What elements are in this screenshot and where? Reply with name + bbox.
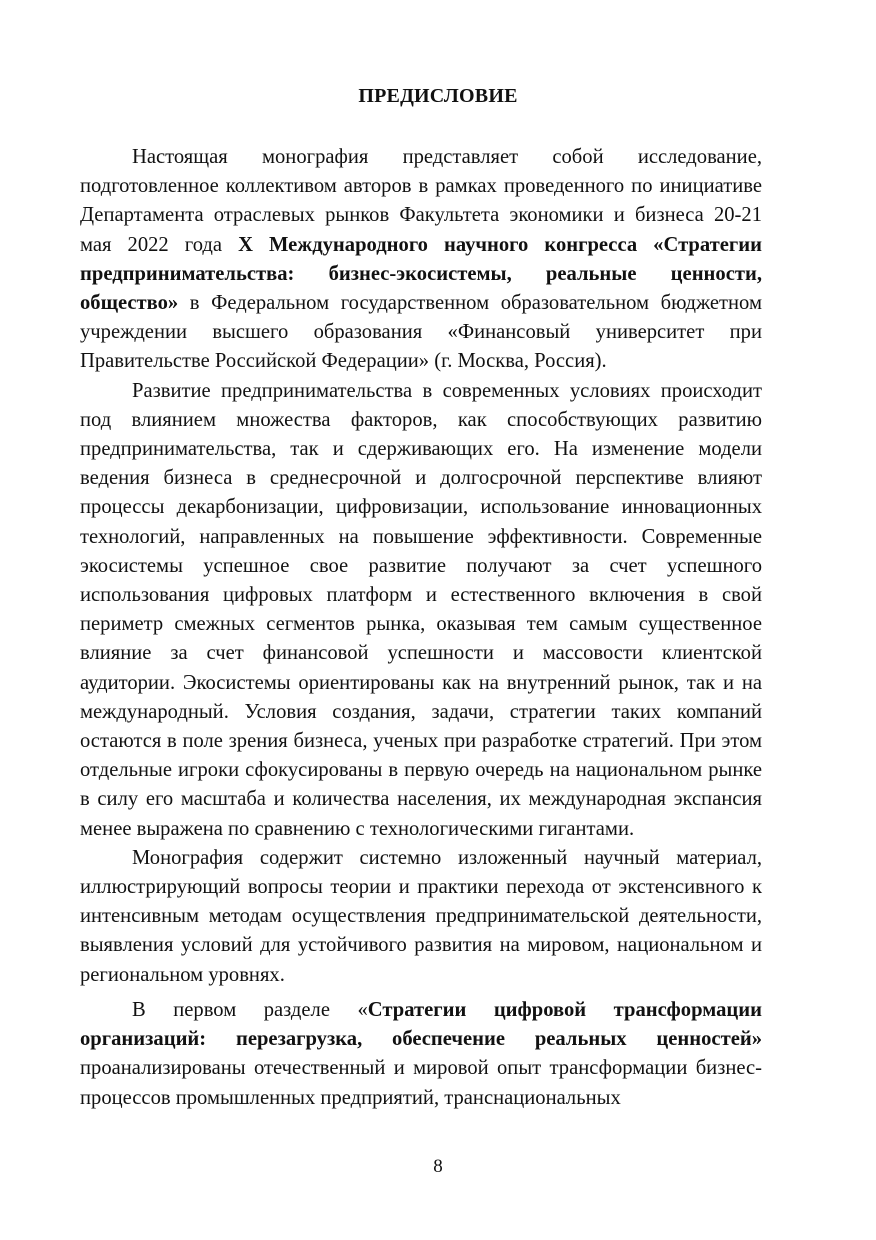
page-title: ПРЕДИСЛОВИЕ [358,85,518,107]
paragraph-4-text-a: В первом разделе « [132,998,368,1021]
paragraph-1-bold: X Международного научного конгресса «Стратегии предпринимательства: бизнес-экосистемы, реальные ценности, общество» [80,233,762,315]
paragraph-4-bold: Стратегии цифровой трансформации организаций: перезагрузка, обеспечение реальных ценностей» [80,998,762,1051]
paragraph-1-text-a: Настоящая монография представляет собой исследование, подготовленное коллективом авторов в рамках проведенного по инициативе Департамента отраслевых рынков Факультета экономики и бизнеса 20-21 мая 2022 года [80,146,762,256]
paragraph-1 [80,143,762,377]
body-text [80,143,762,1113]
paragraph-3: Монография содержит системно изложенный научный материал, иллюстрирующий вопросы теории и практики перехода от экстенсивного к интенсивным методам осуществления предпринимательской деятельности, выявления условий для устойчивого развития на мировом, национальном и региональном уровнях. [80,846,762,986]
page-number: 8 [433,1156,443,1177]
paragraph-2: Развитие предпринимательства в современных условиях происходит под влиянием множества факторов, как способствующих развитию предпринимательства, так и сдерживающих его. На изменение модели ведения бизнеса в среднесрочной и долгосрочной перспективе влияют процессы декарбонизации, цифровизации, использование инновационных технологий, направленных на повышение эффективности. Современные экосистемы успешное свое развитие получают за счет успешного использования цифровых платформ и естественного включения в свой периметр смежных сегментов рынка, оказывая тем самым существенное влияние за счет финансовой успешности и массовости клиентской аудитории. Экосистемы ориентированы как на внутренний рынок, так и на международный. Условия создания, задачи, стратегии таких компаний остаются в поле зрения бизнеса, ученых при разработке стратегий. При этом отдельные игроки сфокусированы в первую очередь на национальном рынке в силу его масштаба и количества населения, их международная экспансия менее выражена по сравнению с технологическими гигантами. [80,379,762,840]
paragraph-1-text-b: в Федеральном государственном образовательном бюджетном учреждении высшего образования «Финансовый университет при Правительстве Российской Федерации» (г. Москва, Россия). [80,292,762,373]
paragraph-4-text-b: проанализированы отечественный и мировой опыт трансформации бизнес-процессов промышленных предприятий, транснациональных [80,1057,762,1109]
paragraph-4 [80,996,762,1113]
